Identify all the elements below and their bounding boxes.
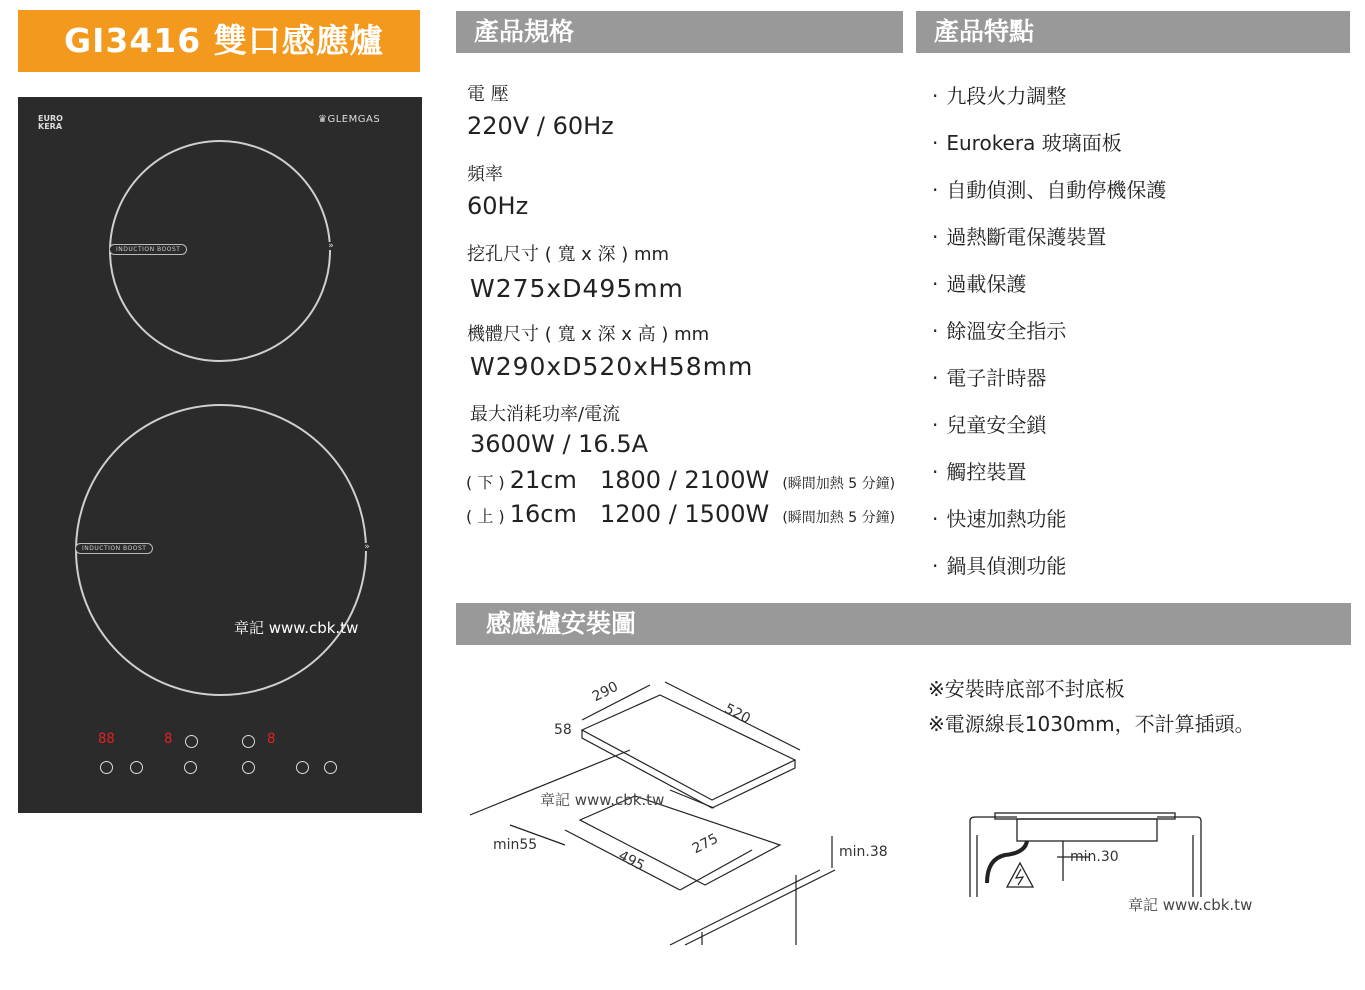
power-button-icon[interactable] [185, 735, 198, 748]
install-section-header: 感應爐安裝圖 [456, 603, 1351, 645]
led-display-right: 8 [267, 731, 276, 747]
bullet-dot: · [932, 366, 939, 390]
warning-icon [1007, 863, 1033, 887]
dim-min55: min55 [493, 837, 538, 853]
body-size-label: 機體尺寸 ( 寬 x 深 x 高 ) mm [467, 324, 710, 345]
feature-text: 自動偵測、自動停機保護 [946, 178, 1167, 202]
bullet-dot: · [932, 225, 939, 249]
led-display-mid: 8 [164, 731, 173, 747]
counter-front [685, 870, 835, 945]
body-size-value: W290xD520xH58mm [470, 352, 754, 381]
feature-text: 快速加熱功能 [946, 507, 1067, 531]
zone-label-bottom: INDUCTION BOOST [75, 543, 153, 554]
dim-58: 58 [554, 722, 572, 738]
dim-275: 275 [689, 830, 721, 858]
bullet-dot: · [932, 413, 939, 437]
eurokera-logo [38, 115, 63, 131]
feature-item [932, 127, 1122, 156]
warning-bolt [1016, 869, 1023, 885]
feature-item [932, 315, 1066, 344]
burner-position: ( 下 ) [466, 473, 505, 492]
burner-watts: 1800 / 2100W [599, 466, 770, 494]
page-title: GI3416 雙口感應爐 [18, 10, 420, 72]
boost-icon: » [326, 242, 336, 250]
cooktop-plate [582, 695, 795, 800]
minus-button-icon[interactable] [296, 761, 309, 774]
dim-min30: min.30 [1070, 849, 1119, 865]
feature-text: 兒童安全鎖 [946, 413, 1047, 437]
installation-diagram [470, 660, 900, 955]
feature-text: 過載保護 [946, 272, 1027, 296]
install-note-2: ※電源線長1030mm，不計算插頭。 [928, 712, 1255, 736]
eurokera-logo-line1: EURO [38, 114, 63, 123]
feature-item [932, 362, 1046, 391]
bullet-dot: · [932, 319, 939, 343]
voltage-label: 電 壓 [467, 84, 509, 105]
feature-item [932, 409, 1046, 438]
feature-text: 餘溫安全指示 [946, 319, 1067, 343]
dim-min38: min.38 [839, 844, 888, 860]
dim-495: 495 [615, 847, 647, 875]
frequency-label: 頻率 [467, 164, 503, 185]
feature-item [932, 80, 1066, 109]
dim-290: 290 [589, 678, 621, 706]
burner-note: (瞬間加熱 5 分鐘) [782, 476, 896, 492]
feature-item [932, 268, 1026, 297]
feature-item [932, 550, 1066, 579]
burner-watts: 1200 / 1500W [599, 500, 770, 528]
power-value: 3600W / 16.5A [470, 430, 649, 458]
feature-text: Eurokera 玻璃面板 [946, 131, 1122, 155]
feature-text: 鍋具偵測功能 [946, 554, 1067, 578]
feature-item [932, 174, 1166, 203]
counter-front [670, 870, 820, 945]
features-section-header: 產品特點 [916, 11, 1350, 53]
bullet-dot: · [932, 272, 939, 296]
plus-button-icon[interactable] [324, 761, 337, 774]
hob-body [1017, 819, 1157, 841]
burner-position: ( 上 ) [466, 507, 505, 526]
counter-edge [670, 790, 714, 808]
feature-item [932, 221, 1106, 250]
zone-select-button-icon[interactable] [184, 761, 197, 774]
zone-label-top: INDUCTION BOOST [109, 244, 187, 255]
glass-top [995, 813, 1175, 819]
counter-left [970, 817, 1017, 835]
eurokera-logo-line2: KERA [38, 122, 63, 131]
burner-note: (瞬間加熱 5 分鐘) [782, 510, 896, 526]
counter-right [1157, 817, 1201, 835]
feature-item [932, 456, 1026, 485]
feature-text: 觸控裝置 [946, 460, 1027, 484]
bullet-dot: · [932, 460, 939, 484]
bullet-dot: · [932, 507, 939, 531]
watermark: 章記 www.cbk.tw [540, 791, 665, 809]
feature-item [932, 503, 1066, 532]
cooktop-image [18, 97, 422, 813]
watermark: 章記 www.cbk.tw [1128, 896, 1253, 914]
feature-text: 過熱斷電保護裝置 [946, 225, 1107, 249]
timer-button-icon[interactable] [242, 735, 255, 748]
frequency-value: 60Hz [467, 192, 529, 220]
boost-icon: » [362, 543, 372, 551]
burner-row-upper [466, 500, 895, 528]
burner-row-lower [466, 466, 895, 494]
spec-section-header: 產品規格 [456, 11, 903, 53]
burner-size: 21cm [509, 466, 577, 494]
cutout-label: 挖孔尺寸 ( 寬 x 深 ) mm [467, 244, 670, 265]
lock-button-icon[interactable] [242, 761, 255, 774]
bullet-dot: · [932, 84, 939, 108]
glemgas-logo: ♛GLEMGAS [318, 114, 381, 125]
voltage-value: 220V / 60Hz [467, 112, 614, 140]
dim-520: 520 [721, 700, 753, 728]
install-note-1: ※安裝時底部不封底板 [928, 677, 1125, 701]
power-label: 最大消耗功率/電流 [470, 404, 621, 425]
dim-line-275 [680, 850, 752, 890]
cutout-value: W275xD495mm [470, 274, 684, 303]
feature-text: 電子計時器 [946, 366, 1047, 390]
burner-size: 16cm [509, 500, 577, 528]
plus-button-icon[interactable] [130, 761, 143, 774]
bullet-dot: · [932, 131, 939, 155]
bullet-dot: · [932, 554, 939, 578]
bullet-dot: · [932, 178, 939, 202]
watermark: 章記 www.cbk.tw [234, 619, 359, 637]
led-display-left: 88 [98, 731, 115, 747]
minus-button-icon[interactable] [100, 761, 113, 774]
feature-text: 九段火力調整 [946, 84, 1067, 108]
